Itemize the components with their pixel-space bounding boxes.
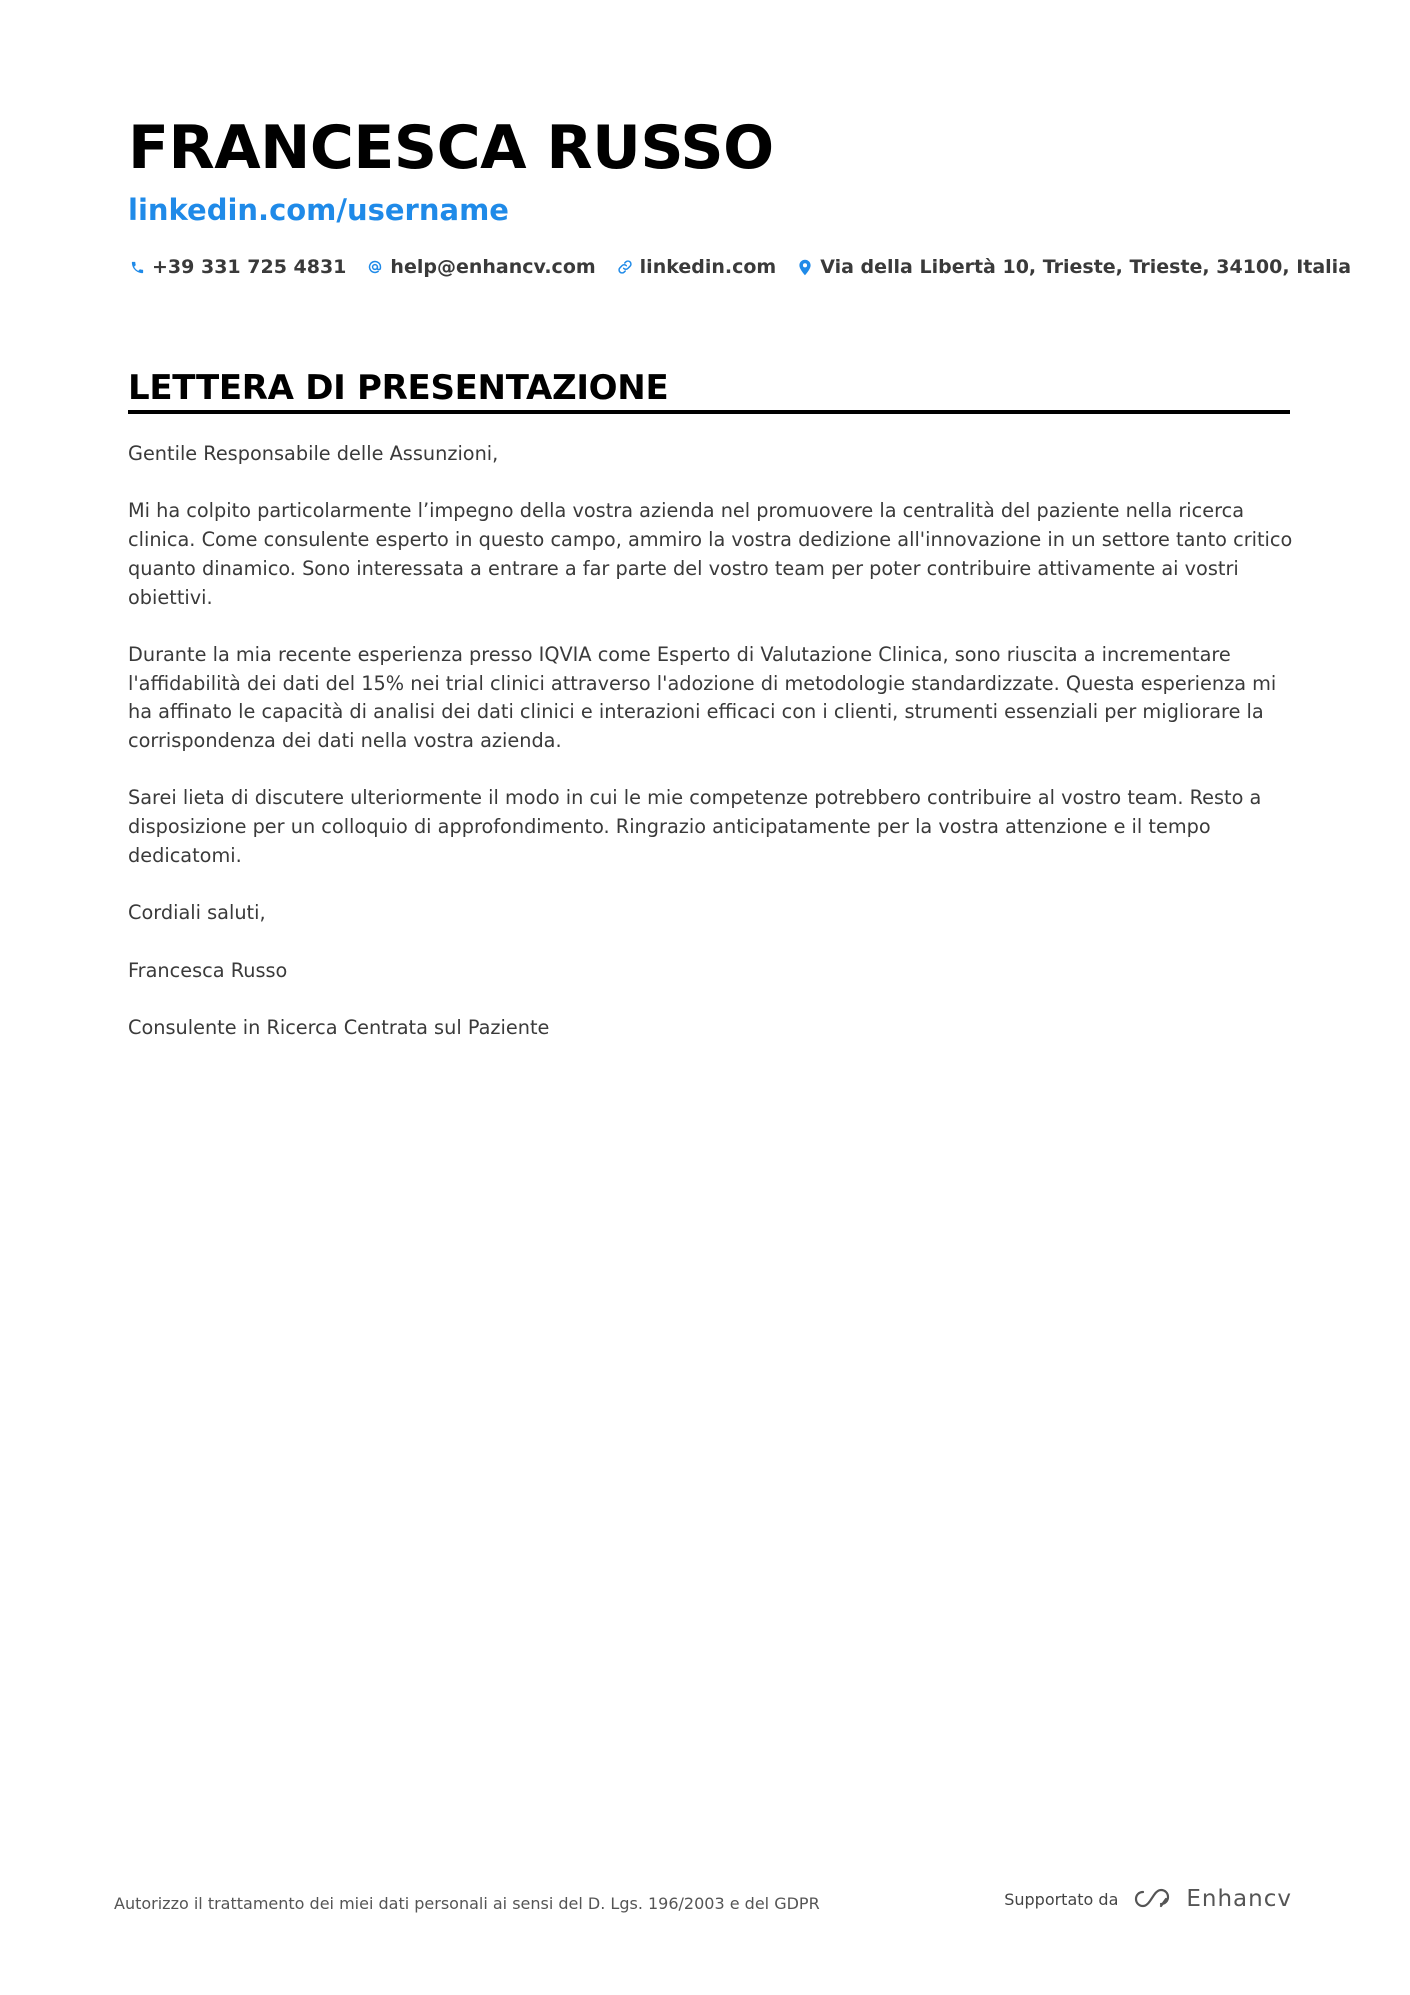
at-icon [366,258,384,276]
contact-row [128,252,1371,282]
contact-email-text: help@enhancv.com [390,256,596,278]
letter-body [128,440,1293,1071]
contact-link[interactable] [616,256,777,278]
candidate-name: FRANCESCA RUSSO [128,113,774,183]
powered-by[interactable] [1004,1886,1292,1912]
contact-phone[interactable] [128,256,346,278]
letter-paragraph: Sarei lieta di discutere ulteriormente il modo in cui le mie competenze potrebbero contribuire al vostro team. Resto a disposizione per un colloquio di approfondimento. Ringrazio anticipatamente per la vostra attenzione e il tempo dedicatomi. [128,786,1262,867]
contact-phone-text: +39 331 725 4831 [152,256,347,278]
link-icon [616,258,634,276]
letter-paragraph: Mi ha colpito particolarmente l’impegno della vostra azienda nel promuovere la centralità del paziente nella ricerca clinica. Come consulente esperto in questo campo, ammiro la vostra dedizione all'innovazione in un settore tanto critico quanto dinamico. Sono interessata a entrare a far parte del vostro team per poter contribuire attivamente ai vostri obiettivi. [128,499,1293,609]
privacy-consent-note: Autorizzo il trattamento dei miei dati personali ai sensi del D. Lgs. 196/2003 e del GDPR [114,1894,820,1913]
profile-subtitle[interactable]: linkedin.com/username [128,193,509,227]
location-pin-icon [796,258,814,276]
phone-icon [128,258,146,276]
contact-address [796,256,1351,278]
signature-title: Consulente in Ricerca Centrata sul Paziente [128,1015,550,1039]
signature-name: Francesca Russo [128,958,288,982]
contact-link-text: linkedin.com [639,256,777,278]
section-title: LETTERA DI PRESENTAZIONE [128,368,669,408]
letter-greeting: Gentile Responsabile delle Assunzioni, [128,442,499,465]
powered-by-label: Supportato da [1004,1889,1119,1909]
letter-paragraph: Durante la mia recente esperienza presso IQVIA come Esperto di Valutazione Clinica, sono riuscita a incrementare l'affidabilità dei dati del 15% nei trial clinici attraverso l'adozione di metodologie standardizzate. Questa esperienza mi ha affinato le capacità di analisi dei dati clinici e interazioni efficaci con i clienti, strumenti essenziali per migliorare la corrispondenza dei dati nella vostra azienda. [128,642,1277,752]
enhancv-logo-icon [1130,1886,1176,1912]
enhancv-brand: Enhancv [1186,1886,1292,1912]
contact-email[interactable] [366,256,595,278]
section-divider [128,410,1290,414]
letter-closing: Cordiali saluti, [128,901,266,925]
contact-address-text: Via della Libertà 10, Trieste, Trieste, 34100, Italia [820,256,1352,278]
